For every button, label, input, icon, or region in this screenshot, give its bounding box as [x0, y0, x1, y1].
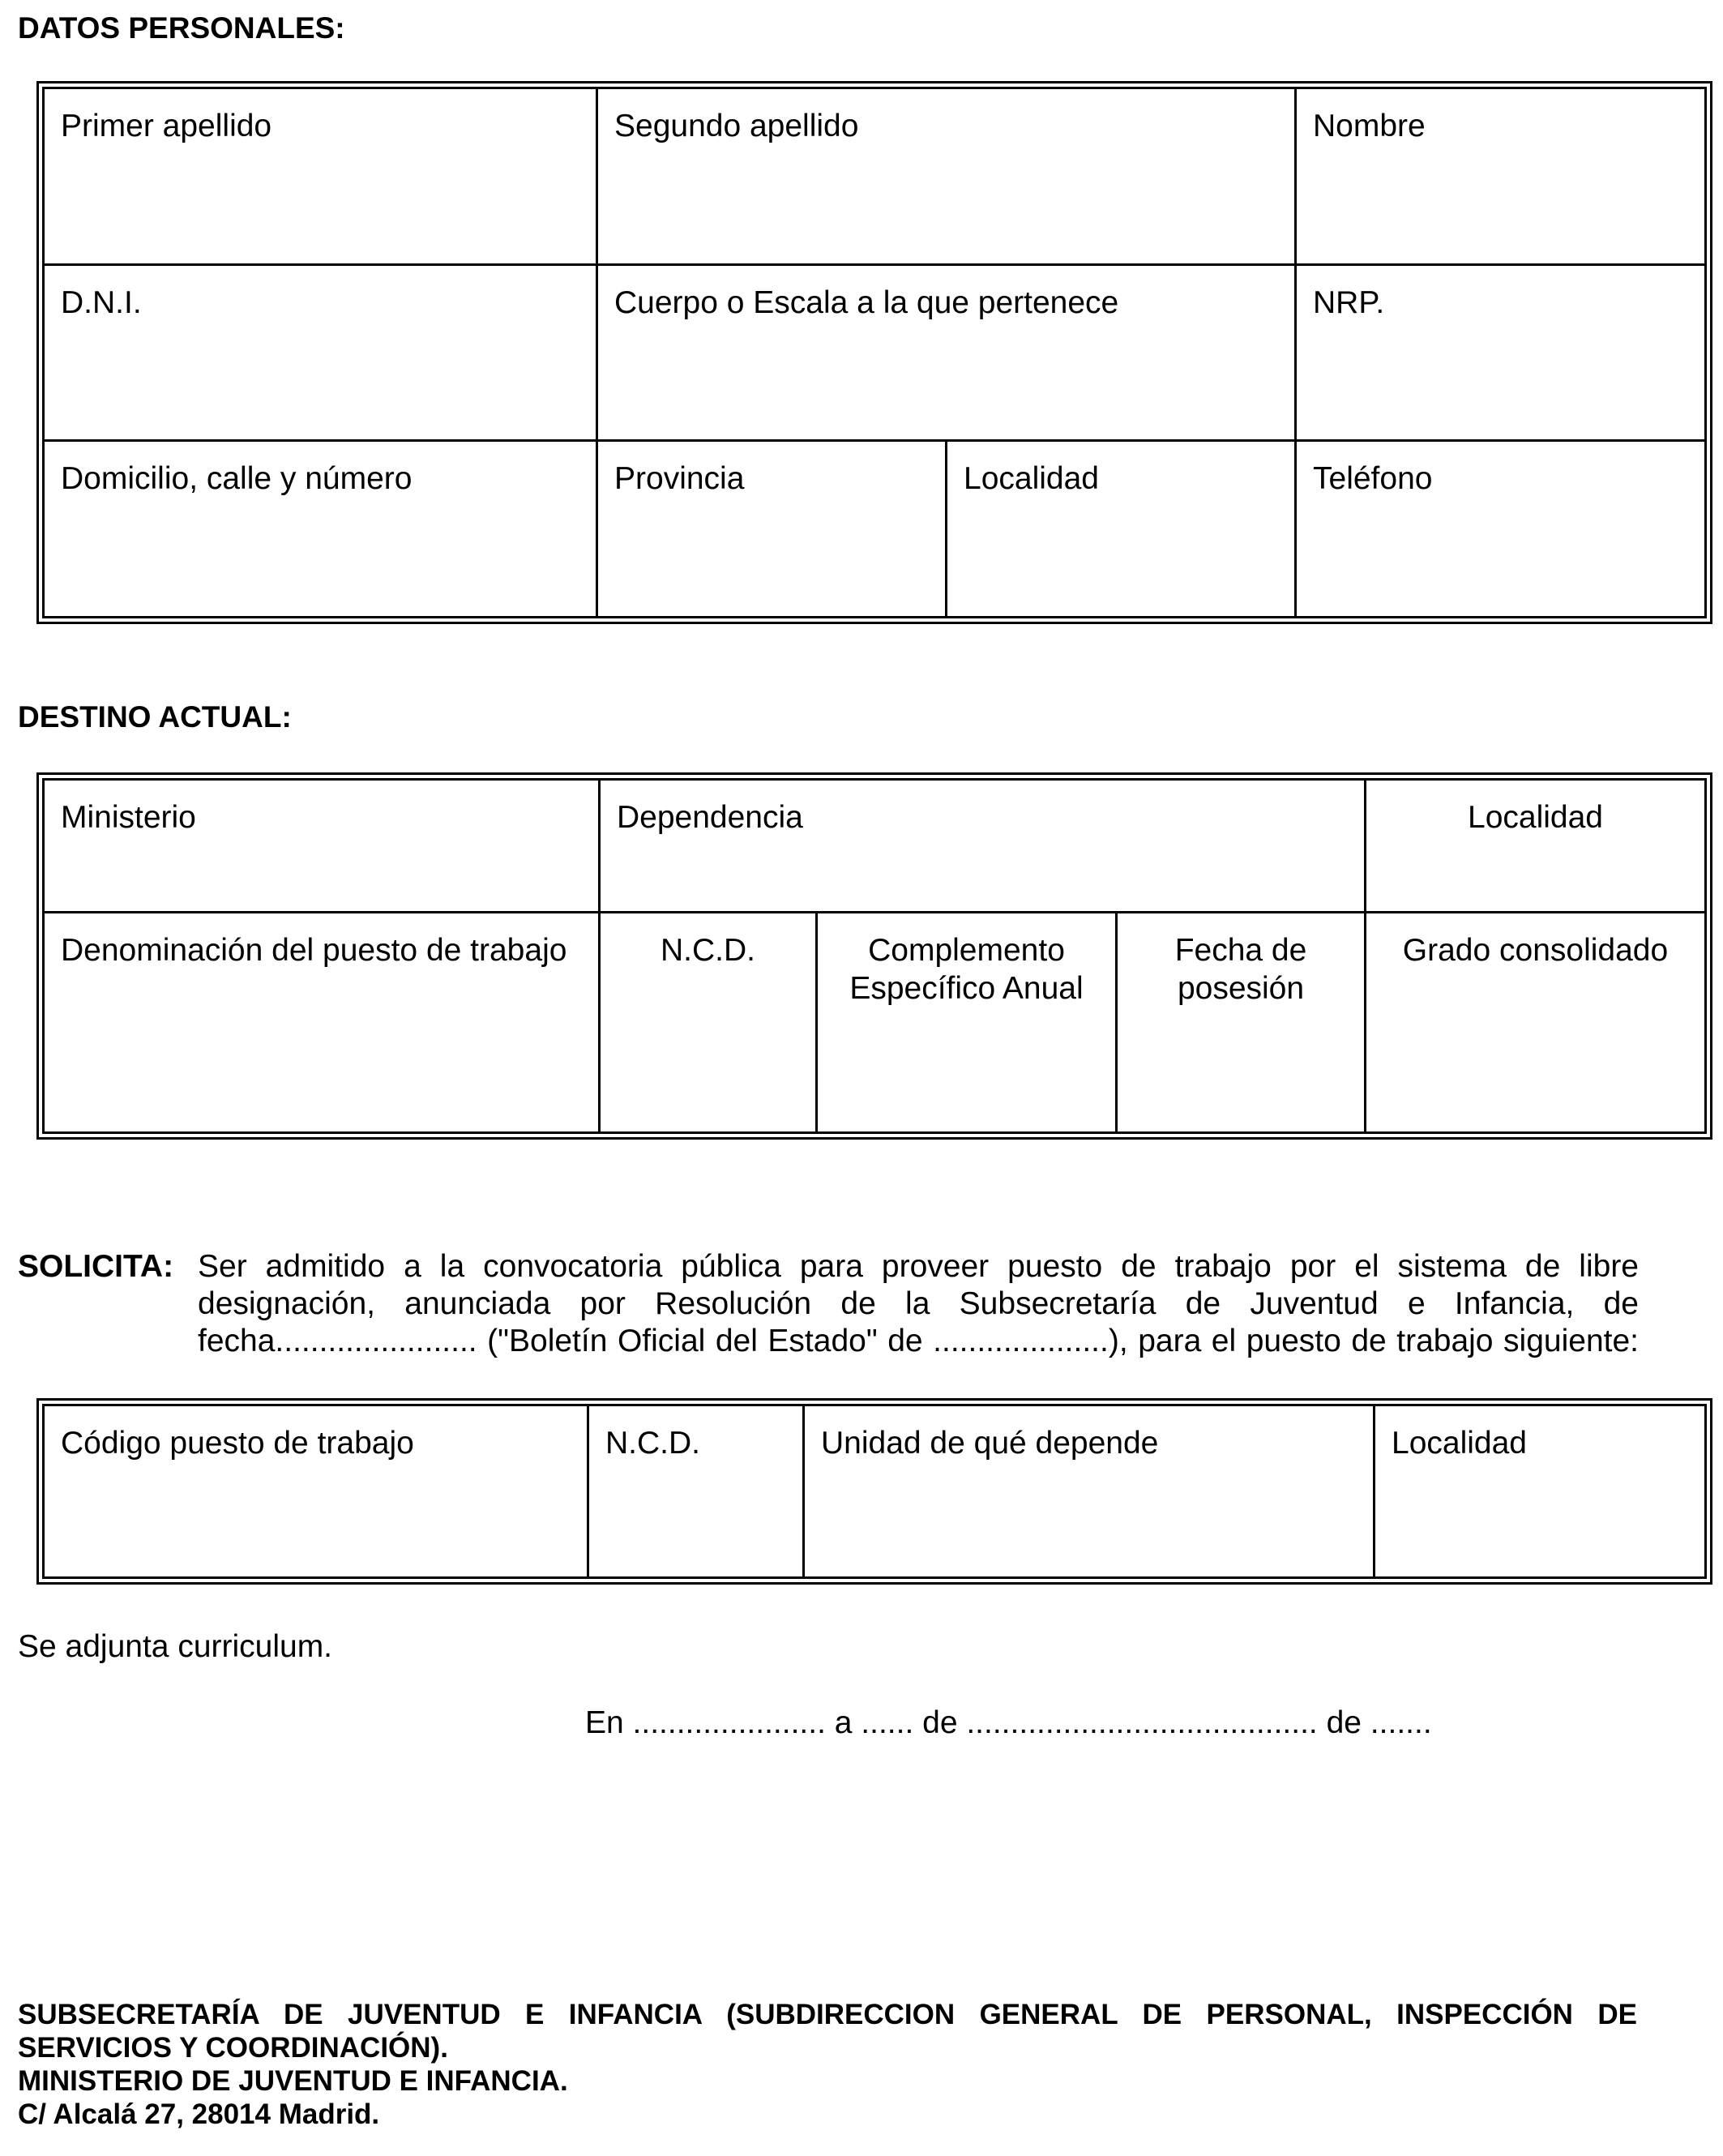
field-segundo-apellido[interactable]: Segundo apellido [597, 88, 1296, 265]
solicita-line-2: designación, anunciada por Resolución de la Subsecretaría de Juventud e Infancia, de [198, 1286, 1639, 1321]
solicita-paragraph [18, 1248, 1639, 1360]
field-primer-apellido[interactable]: Primer apellido [44, 88, 597, 265]
field-nrp[interactable]: NRP. [1296, 264, 1706, 441]
footer-line-4: C/ Alcalá 27, 28014 Madrid. [18, 2098, 380, 2130]
field-domicilio[interactable]: Domicilio, calle y número [44, 441, 597, 618]
footer-line-2: SERVICIOS Y COORDINACIÓN). [18, 2032, 448, 2064]
footer-line-1: SUBSECRETARÍA DE JUVENTUD E INFANCIA (SUBDIRECCION GENERAL DE PERSONAL, INSPECCIÓN DE [18, 1999, 1637, 2030]
datos-personales-table [36, 81, 1712, 624]
field-localidad-destino[interactable]: Localidad [1366, 780, 1706, 913]
field-complemento-especifico[interactable]: Complemento Específico Anual [817, 913, 1117, 1133]
solicita-label: SOLICITA: [18, 1249, 174, 1284]
datos-personales-heading: DATOS PERSONALES: [18, 11, 345, 45]
field-localidad-solicitado[interactable]: Localidad [1375, 1405, 1706, 1578]
field-telefono[interactable]: Teléfono [1296, 441, 1706, 618]
field-fecha-posesion[interactable]: Fecha de posesión [1117, 913, 1366, 1133]
field-cuerpo-escala[interactable]: Cuerpo o Escala a la que pertenece [597, 264, 1296, 441]
puesto-solicitado-table [36, 1398, 1712, 1585]
field-provincia[interactable]: Provincia [597, 441, 947, 618]
field-dni[interactable]: D.N.I. [44, 264, 597, 441]
field-ministerio[interactable]: Ministerio [44, 780, 600, 913]
field-unidad-depende[interactable]: Unidad de qué depende [804, 1405, 1375, 1578]
field-ncd[interactable]: N.C.D. [600, 913, 817, 1133]
field-dependencia[interactable]: Dependencia [600, 780, 1366, 913]
field-denominacion-puesto[interactable]: Denominación del puesto de trabajo [44, 913, 600, 1133]
field-nombre[interactable]: Nombre [1296, 88, 1706, 265]
fecha-lugar-line: En ...................... a ...... de ........................................ de ....... [585, 1705, 1432, 1740]
field-ncd-solicitado[interactable]: N.C.D. [588, 1405, 804, 1578]
solicita-line-3: fecha....................... ("Boletín Oficial del Estado" de ....................), para el puesto de trabajo siguiente: [198, 1324, 1639, 1358]
footer-address [18, 1998, 1637, 2131]
field-localidad[interactable]: Localidad [947, 441, 1296, 618]
footer-line-3: MINISTERIO DE JUVENTUD E INFANCIA. [18, 2065, 568, 2097]
field-grado-consolidado[interactable]: Grado consolidado [1366, 913, 1706, 1133]
solicita-line-1: Ser admitido a la convocatoria pública para proveer puesto de trabajo por el sistema de libre [198, 1249, 1639, 1284]
destino-actual-table [36, 772, 1712, 1140]
adjunta-curriculum: Se adjunta curriculum. [18, 1629, 333, 1664]
field-codigo-puesto[interactable]: Código puesto de trabajo [44, 1405, 588, 1578]
destino-actual-heading: DESTINO ACTUAL: [18, 700, 292, 734]
